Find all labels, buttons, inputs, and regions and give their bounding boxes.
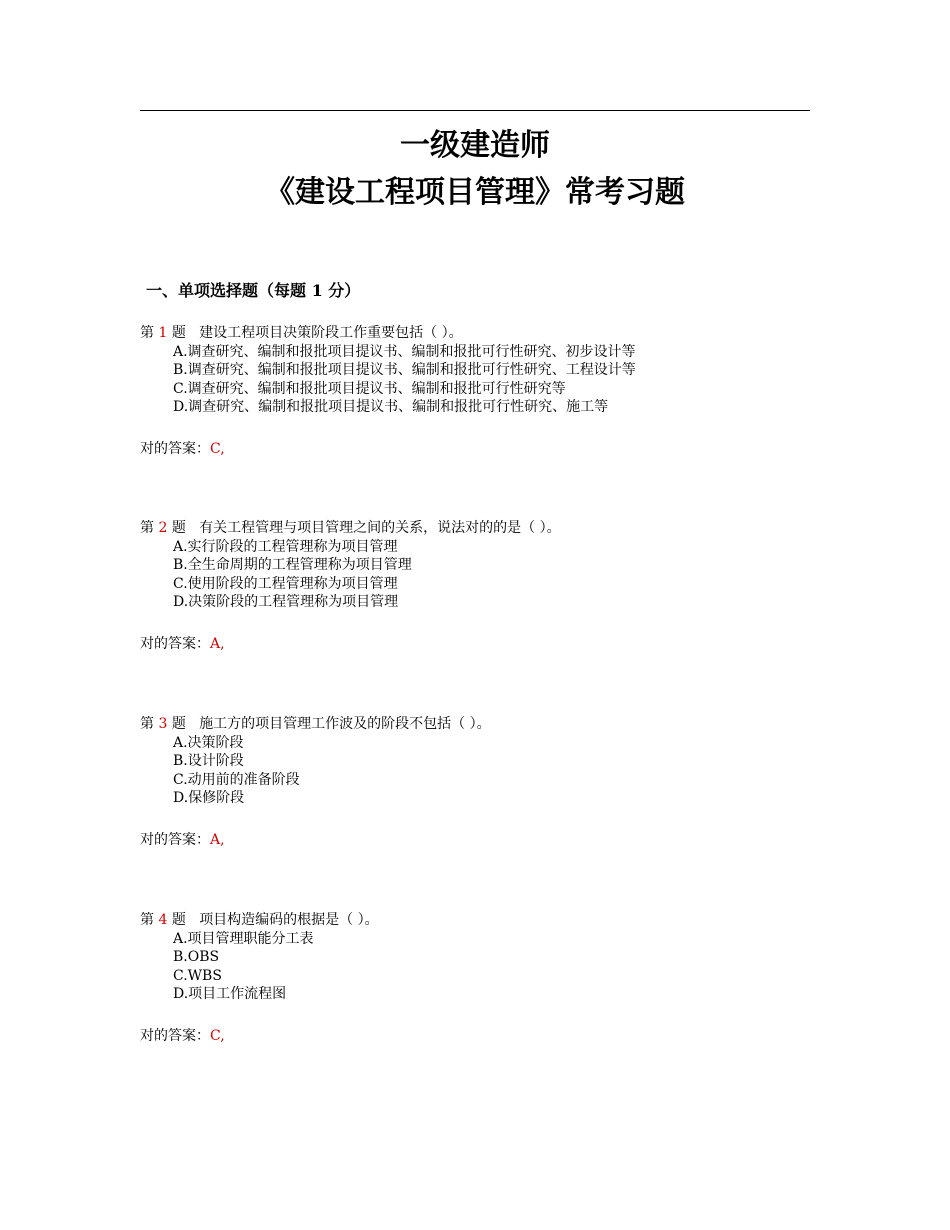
- option-list: [140, 930, 810, 1004]
- answer-value: C,: [210, 1028, 225, 1044]
- option-d: D.项目工作流程图: [173, 986, 287, 1002]
- option-c: C.动用前的准备阶段: [173, 771, 300, 788]
- option-a: A.实行阶段的工程管理称为项目管理: [173, 538, 398, 555]
- answer-1: [140, 440, 225, 459]
- question-suffix: 题: [171, 716, 186, 732]
- answer-label: 对的答案：: [140, 441, 210, 457]
- doc-title-line2: 《建设工程项目管理》常考习题: [265, 175, 685, 210]
- question-number: 4: [158, 912, 168, 928]
- option-c: C.WBS: [173, 967, 222, 984]
- question-text: 建设工程项目决策阶段工作重要包括（ ）。: [199, 325, 463, 341]
- question-4: [140, 911, 810, 1004]
- question-prefix: 第: [140, 716, 154, 732]
- option-list: [140, 734, 810, 808]
- answer-3: [140, 831, 225, 850]
- section-heading: 一、单项选择题（每题 1 分）: [146, 281, 361, 300]
- question-stem: [140, 519, 810, 538]
- answer-value: C,: [210, 441, 225, 457]
- question-suffix: 题: [171, 520, 186, 536]
- option-b: B.全生命周期的工程管理称为项目管理: [173, 557, 412, 573]
- answer-2: [140, 635, 225, 654]
- option-d: D.保修阶段: [173, 790, 245, 806]
- option-d: D.决策阶段的工程管理称为项目管理: [173, 594, 399, 610]
- top-rule: [140, 110, 810, 111]
- option-b: B.设计阶段: [173, 753, 244, 769]
- question-prefix: 第: [140, 520, 154, 536]
- option-c: C.使用阶段的工程管理称为项目管理: [173, 575, 398, 592]
- answer-4: [140, 1027, 225, 1046]
- question-stem: [140, 715, 810, 734]
- option-list: [140, 343, 810, 417]
- question-3: [140, 715, 810, 808]
- question-prefix: 第: [140, 912, 154, 928]
- option-a: A.项目管理职能分工表: [173, 930, 314, 947]
- option-list: [140, 538, 810, 612]
- answer-value: A,: [210, 832, 225, 848]
- doc-title-line1: 一级建造师: [400, 128, 550, 163]
- question-suffix: 题: [171, 912, 186, 928]
- question-stem: [140, 324, 810, 343]
- answer-label: 对的答案：: [140, 832, 210, 848]
- question-2: [140, 519, 810, 612]
- question-number: 2: [158, 520, 168, 536]
- option-d: D.调查研究、编制和报批项目提议书、编制和报批可行性研究、施工等: [173, 399, 609, 415]
- question-stem: [140, 911, 810, 930]
- question-text: 施工方的项目管理工作波及的阶段不包括（ ）。: [199, 716, 491, 732]
- answer-label: 对的答案：: [140, 1028, 210, 1044]
- option-a: A.决策阶段: [173, 734, 244, 751]
- option-b: B.OBS: [173, 949, 220, 965]
- question-text: 有关工程管理与项目管理之间的关系，说法对的的是（ ）。: [199, 520, 561, 536]
- answer-label: 对的答案：: [140, 636, 210, 652]
- question-number: 1: [158, 325, 168, 341]
- option-a: A.调查研究、编制和报批项目提议书、编制和报批可行性研究、初步设计等: [173, 343, 636, 360]
- question-text: 项目构造编码的根据是（ ）。: [199, 912, 379, 928]
- option-b: B.调查研究、编制和报批项目提议书、编制和报批可行性研究、工程设计等: [173, 362, 636, 378]
- option-c: C.调查研究、编制和报批项目提议书、编制和报批可行性研究等: [173, 380, 566, 397]
- question-number: 3: [158, 716, 168, 732]
- question-1: [140, 324, 810, 417]
- answer-value: A,: [210, 636, 225, 652]
- question-suffix: 题: [171, 325, 186, 341]
- question-prefix: 第: [140, 325, 154, 341]
